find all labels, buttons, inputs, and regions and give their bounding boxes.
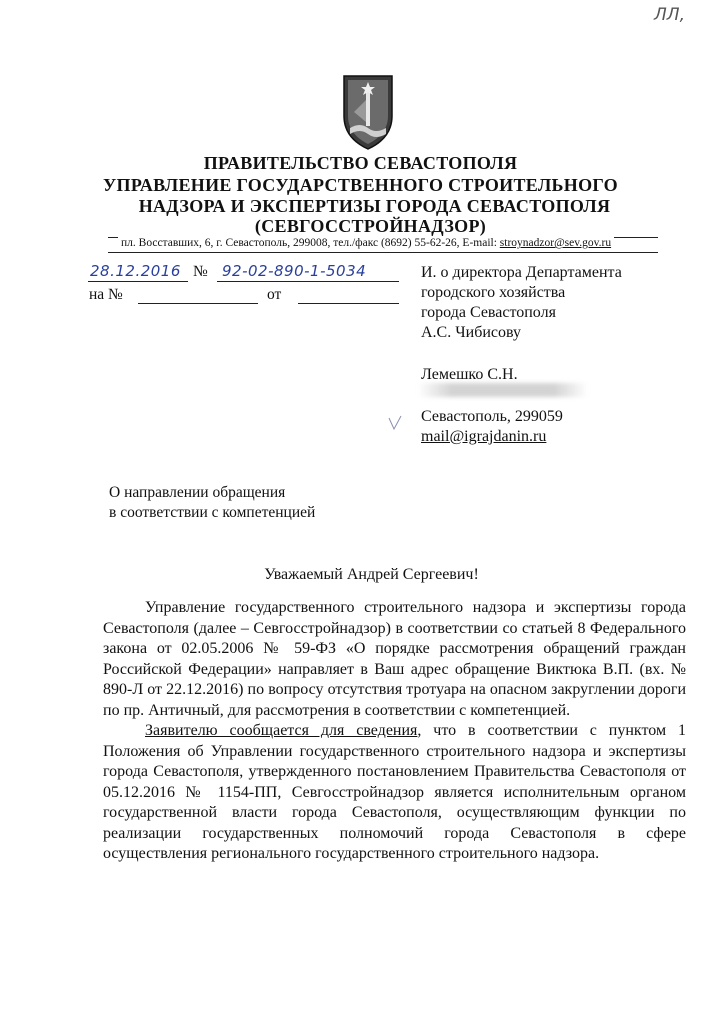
applicant-name: Лемешко С.Н.: [421, 366, 518, 383]
header-department: УПРАВЛЕНИЕ ГОСУДАРСТВЕННОГО СТРОИТЕЛЬНОГО: [103, 175, 618, 195]
page-number: ЛЛ,: [654, 5, 685, 25]
letter-body: [103, 598, 686, 865]
header-address: [118, 237, 614, 249]
registration-number-label: №: [193, 263, 208, 280]
header-department-cont: НАДЗОРА И ЭКСПЕРТИЗЫ ГОРОДА СЕВАСТОПОЛЯ: [138, 196, 611, 216]
body-paragraph-2-underlined: Заявителю сообщается для сведения: [145, 722, 418, 739]
registration-number: 92-02-890-1-5034: [222, 262, 367, 280]
redacted-address: [418, 383, 588, 397]
header-government: ПРАВИТЕЛЬСТВО СЕВАСТОПОЛЯ: [203, 153, 518, 173]
reference-date-line: [298, 303, 399, 304]
recipient-name: А.С. Чибисову: [421, 324, 521, 341]
recipient-title: И. о директора Департамента: [421, 264, 622, 281]
subject-block: [109, 483, 315, 523]
greeting: Уважаемый Андрей Сергеевич!: [264, 566, 479, 583]
number-line: [217, 281, 399, 282]
applicant-email: mail@igrajdanin.ru: [421, 428, 547, 445]
body-paragraph-2-text: , что в соответствии с пунктом 1 Положения об Управлении государственного строительного надзора и экспертизы города Севастополя, утвержденного постановлением Правительства Севастополя от 05.12.2016 № 1154-ПП, Севгосстройнадзор является исполнительным органом государственной власти города Севастополя, осуществляющим функции по реализации государственных полномочий города Севастополя в сфере осуществления регионального государственного строительного надзора.: [103, 722, 686, 862]
subject-line-1: О направлении обращения: [109, 484, 286, 501]
reference-number-line: [138, 303, 258, 304]
header-abbreviation: (СЕВГОССТРОЙНАДЗОР): [254, 216, 487, 236]
coat-of-arms-emblem: [340, 72, 396, 152]
recipient-department: городского хозяйства: [421, 284, 566, 301]
header-rule-bottom: [108, 252, 658, 253]
reference-number-label: на №: [89, 286, 123, 303]
subject-line-2: в соответствии с компетенцией: [109, 504, 316, 521]
recipient-block: [421, 263, 622, 447]
header-email: stroynadzor@sev.gov.ru: [499, 237, 612, 249]
applicant-city: Севастополь, 299059: [421, 408, 563, 425]
body-paragraph-1: Управление государственного строительного надзора и экспертизы города Севастополя (далее – Севгосстройнадзор) в соответствии со статьей 8 Федерального закона от 02.05.2006 № 59-ФЗ «О порядке рассмотрения обращений граждан Российской Федерации» направляет в Ваш адрес обращение Виктюка В.П. (вх. № 890-Л от 22.12.2016) по вопросу отсутствия тротуара на опасном закруглении дороги по пр. Античный, для рассмотрения в соответствии с компетенцией.: [103, 599, 686, 719]
recipient-city: города Севастополя: [421, 304, 556, 321]
checkmark-icon: [388, 415, 402, 431]
registration-date: 28.12.2016: [90, 262, 181, 280]
header-address-text: пл. Восставших, 6, г. Севастополь, 299008, тел./факс (8692) 55-62-26, E-mail:: [121, 237, 500, 249]
date-line: [88, 281, 188, 282]
reference-from-label: от: [267, 286, 282, 303]
body-paragraph-2: [103, 721, 686, 865]
